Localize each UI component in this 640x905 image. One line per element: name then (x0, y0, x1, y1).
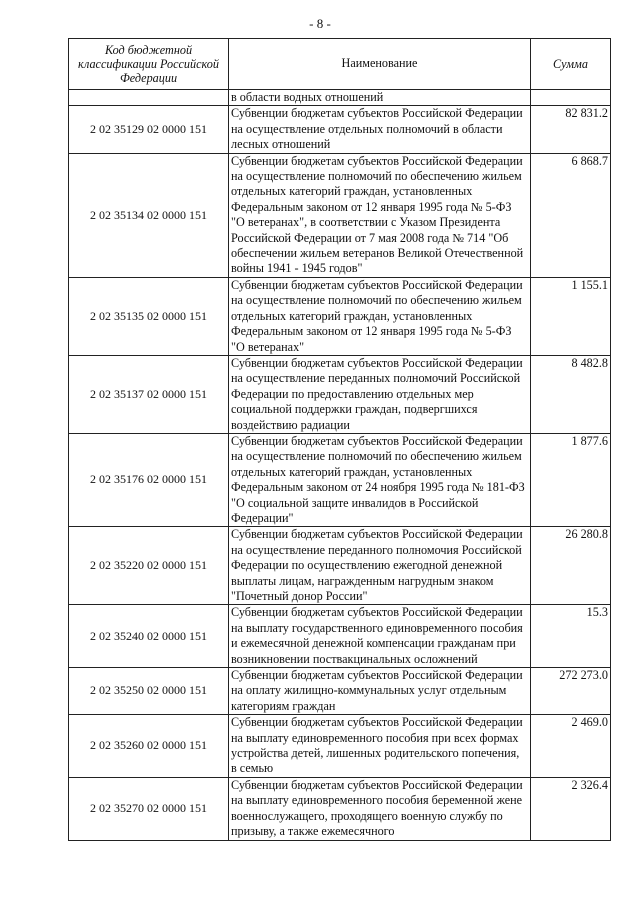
cell-sum: 2 469.0 (531, 715, 611, 778)
cell-name: Субвенции бюджетам субъектов Российской Федерации на осуществление отдельных полномочий в области лесных отношений (229, 106, 531, 153)
table-row (69, 277, 611, 355)
table-row (69, 668, 611, 715)
header-name: Наименование (229, 39, 531, 90)
cell-name: Субвенции бюджетам субъектов Российской Федерации на выплату единовременного пособия при всех формах устройства детей, лишенных родительского попечения, в семью (229, 715, 531, 778)
cell-sum: 15.3 (531, 605, 611, 668)
cell-sum: 1 155.1 (531, 277, 611, 355)
cell-code: 2 02 35137 02 0000 151 (69, 355, 229, 433)
header-sum: Сумма (531, 39, 611, 90)
table-row (69, 715, 611, 778)
cell-name: Субвенции бюджетам субъектов Российской Федерации на выплату государственного единовременного пособия и ежемесячной денежной компенсации гражданам при возникновении поствакцинальных осложнений (229, 605, 531, 668)
cell-sum: 272 273.0 (531, 668, 611, 715)
cell-name: Субвенции бюджетам субъектов Российской Федерации на осуществление переданных полномочий Российской Федерации по предоставлению отдельных мер социальной поддержки граждан, подвергшихся воздействию радиации (229, 355, 531, 433)
table-row (69, 777, 611, 840)
cell-code: 2 02 35176 02 0000 151 (69, 433, 229, 526)
page-number: - 8 - (309, 16, 331, 31)
table-row (69, 355, 611, 433)
table-row-continuation (69, 90, 611, 106)
cell-sum (531, 90, 611, 106)
cell-code (69, 90, 229, 106)
cell-code: 2 02 35270 02 0000 151 (69, 777, 229, 840)
table-row (69, 153, 611, 277)
cell-name: Субвенции бюджетам субъектов Российской Федерации на осуществление полномочий по обеспечению жильем отдельных категорий граждан, установленных Федеральным законом от 12 января 1995 года № 5-ФЗ "О ветеранах", в соответствии с Указом Президента Российской Федерации от 7 мая 2008 года № 714 "Об обеспечении жильем ветеранов Великой Отечественной войны 1941 - 1945 годов" (229, 153, 531, 277)
cell-name: Субвенции бюджетам субъектов Российской Федерации на оплату жилищно-коммунальных услуг отдельным категориям граждан (229, 668, 531, 715)
table-row (69, 106, 611, 153)
table-row (69, 605, 611, 668)
cell-sum: 1 877.6 (531, 433, 611, 526)
header-code: Код бюджетной классификации Российской Федерации (69, 39, 229, 90)
cell-code: 2 02 35240 02 0000 151 (69, 605, 229, 668)
cell-code: 2 02 35250 02 0000 151 (69, 668, 229, 715)
cell-sum: 6 868.7 (531, 153, 611, 277)
cell-name: Субвенции бюджетам субъектов Российской Федерации на осуществление полномочий по обеспечению жильем отдельных категорий граждан, установленных Федеральным законом от 24 ноября 1995 года № 181-ФЗ "О социальной защите инвалидов в Российской Федерации" (229, 433, 531, 526)
cell-sum: 82 831.2 (531, 106, 611, 153)
cell-code: 2 02 35129 02 0000 151 (69, 106, 229, 153)
cell-name: Субвенции бюджетам субъектов Российской Федерации на осуществление переданного полномочия Российской Федерации по осуществлению ежегодной денежной выплаты лицам, награжденным нагрудным знаком "Почетный донор России" (229, 527, 531, 605)
cell-sum: 26 280.8 (531, 527, 611, 605)
cell-code: 2 02 35134 02 0000 151 (69, 153, 229, 277)
cell-sum: 8 482.8 (531, 355, 611, 433)
table-row (69, 527, 611, 605)
cell-sum: 2 326.4 (531, 777, 611, 840)
cell-code: 2 02 35260 02 0000 151 (69, 715, 229, 778)
cell-name: Субвенции бюджетам субъектов Российской Федерации на выплату единовременного пособия беременной жене военнослужащего, проходящего военную службу по призыву, а также ежемесячного (229, 777, 531, 840)
table-header-row (69, 39, 611, 90)
cell-code: 2 02 35135 02 0000 151 (69, 277, 229, 355)
budget-table (68, 38, 611, 841)
cell-name: Субвенции бюджетам субъектов Российской Федерации на осуществление полномочий по обеспечению жильем отдельных категорий граждан, установленных Федеральным законом от 12 января 1995 года № 5-ФЗ "О ветеранах" (229, 277, 531, 355)
table-row (69, 433, 611, 526)
cell-name: в области водных отношений (229, 90, 531, 106)
cell-code: 2 02 35220 02 0000 151 (69, 527, 229, 605)
